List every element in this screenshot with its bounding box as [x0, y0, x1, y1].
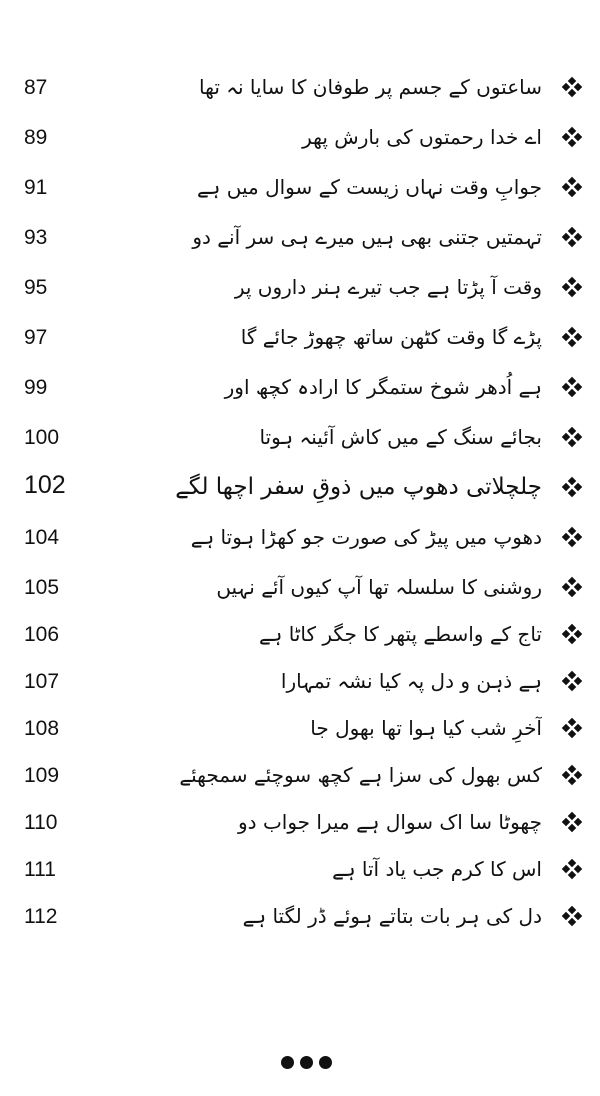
toc-entry [0, 660, 600, 707]
toc-page-number: 95 [24, 276, 48, 299]
four-diamond-bullet-icon [563, 328, 581, 346]
toc-entry [0, 895, 600, 942]
toc-page-number: 100 [24, 426, 60, 449]
toc-entry-title: روشنی کا سلسلہ تھا آپ کیوں آئے نہیں [216, 575, 542, 599]
toc-page-number: 93 [24, 226, 48, 249]
toc-entry [0, 516, 600, 566]
four-diamond-bullet-icon [563, 128, 581, 146]
toc-page-number: 104 [24, 526, 60, 549]
toc-page-number: 91 [24, 176, 48, 199]
four-diamond-bullet-icon [563, 578, 581, 596]
four-diamond-bullet-icon [563, 478, 581, 496]
four-diamond-bullet-icon [563, 719, 581, 737]
toc-entry-title: دھوپ میں پیڑ کی صورت جو کھڑا ہوتا ہے [190, 525, 542, 549]
toc-entry-title: ہے ذہن و دل پہ کیا نشہ تمہارا [280, 669, 542, 693]
toc-entry-title: اے خدا رحمتوں کی بارش پھر [302, 125, 542, 149]
four-diamond-bullet-icon [563, 178, 581, 196]
toc-entry [0, 66, 600, 116]
four-diamond-bullet-icon [563, 428, 581, 446]
toc-entry [0, 316, 600, 366]
toc-page-number: 97 [24, 326, 48, 349]
toc-page-number: 89 [24, 126, 48, 149]
toc-page-number: 107 [24, 670, 60, 693]
four-diamond-bullet-icon [563, 766, 581, 784]
toc-page-number: 109 [24, 764, 60, 787]
toc-entry-title: کس بھول کی سزا ہے کچھ سوچئے سمجھئے [179, 763, 542, 787]
toc-list [0, 66, 600, 942]
toc-entry [0, 266, 600, 316]
toc-entry [0, 416, 600, 466]
three-dot-ornament-icon [279, 1054, 339, 1070]
toc-entry-title: تاج کے واسطے پتھر کا جگر کاٹا ہے [258, 622, 542, 646]
four-diamond-bullet-icon [563, 860, 581, 878]
four-diamond-bullet-icon [563, 672, 581, 690]
toc-entry-title: جوابِ وقت نہاں زیست کے سوال میں ہے [196, 175, 542, 199]
four-diamond-bullet-icon [563, 813, 581, 831]
four-diamond-bullet-icon [563, 625, 581, 643]
toc-entry [0, 366, 600, 416]
toc-entry [0, 216, 600, 266]
toc-entry-title: اس کا کرم جب یاد آتا ہے [332, 857, 542, 881]
four-diamond-bullet-icon [563, 78, 581, 96]
toc-page-number: 108 [24, 717, 60, 740]
toc-entry-title: ساعتوں کے جسم پر طوفان کا سایا نہ تھا [199, 75, 542, 99]
four-diamond-bullet-icon [563, 378, 581, 396]
toc-page-number: 105 [24, 576, 60, 599]
toc-page-number: 111 [24, 858, 56, 881]
toc-page-number: 99 [24, 376, 48, 399]
toc-entry-title: آخرِ شب کیا ہوا تھا بھول جا [310, 716, 542, 740]
toc-entry [0, 116, 600, 166]
toc-page-number: 106 [24, 623, 60, 646]
toc-page-number: 112 [24, 905, 58, 928]
four-diamond-bullet-icon [563, 228, 581, 246]
toc-entry-title: ہے اُدھر شوخ ستمگر کا ارادہ کچھ اور [224, 375, 542, 399]
toc-entry [0, 166, 600, 216]
toc-entry [0, 707, 600, 754]
toc-entry [0, 848, 600, 895]
toc-entry [0, 754, 600, 801]
four-diamond-bullet-icon [563, 528, 581, 546]
toc-entry-title: تہمتیں جتنی بھی ہیں میرے ہی سر آنے دو [192, 225, 542, 249]
toc-entry [0, 566, 600, 613]
toc-entry-title: وقت آ پڑتا ہے جب تیرے ہنر داروں پر [234, 275, 542, 299]
toc-page-number: 102 [24, 471, 66, 499]
toc-entry-title: چلچلاتی دھوپ میں ذوقِ سفر اچھا لگے [175, 474, 542, 500]
toc-entry [0, 613, 600, 660]
toc-entry [0, 466, 600, 516]
toc-entry-title: چھوٹا سا اک سوال ہے میرا جواب دو [238, 810, 542, 834]
toc-page-number: 110 [24, 811, 58, 834]
four-diamond-bullet-icon [563, 278, 581, 296]
toc-entry-title: بجائے سنگ کے میں کاش آئینہ ہوتا [259, 425, 542, 449]
toc-entry [0, 801, 600, 848]
four-diamond-bullet-icon [563, 907, 581, 925]
toc-entry-title: پڑے گا وقت کٹھن ساتھ چھوڑ جائے گا [240, 325, 542, 349]
toc-entry-title: دل کی ہر بات بتاتے ہوئے ڈر لگتا ہے [242, 904, 542, 928]
toc-page-number: 87 [24, 76, 48, 99]
